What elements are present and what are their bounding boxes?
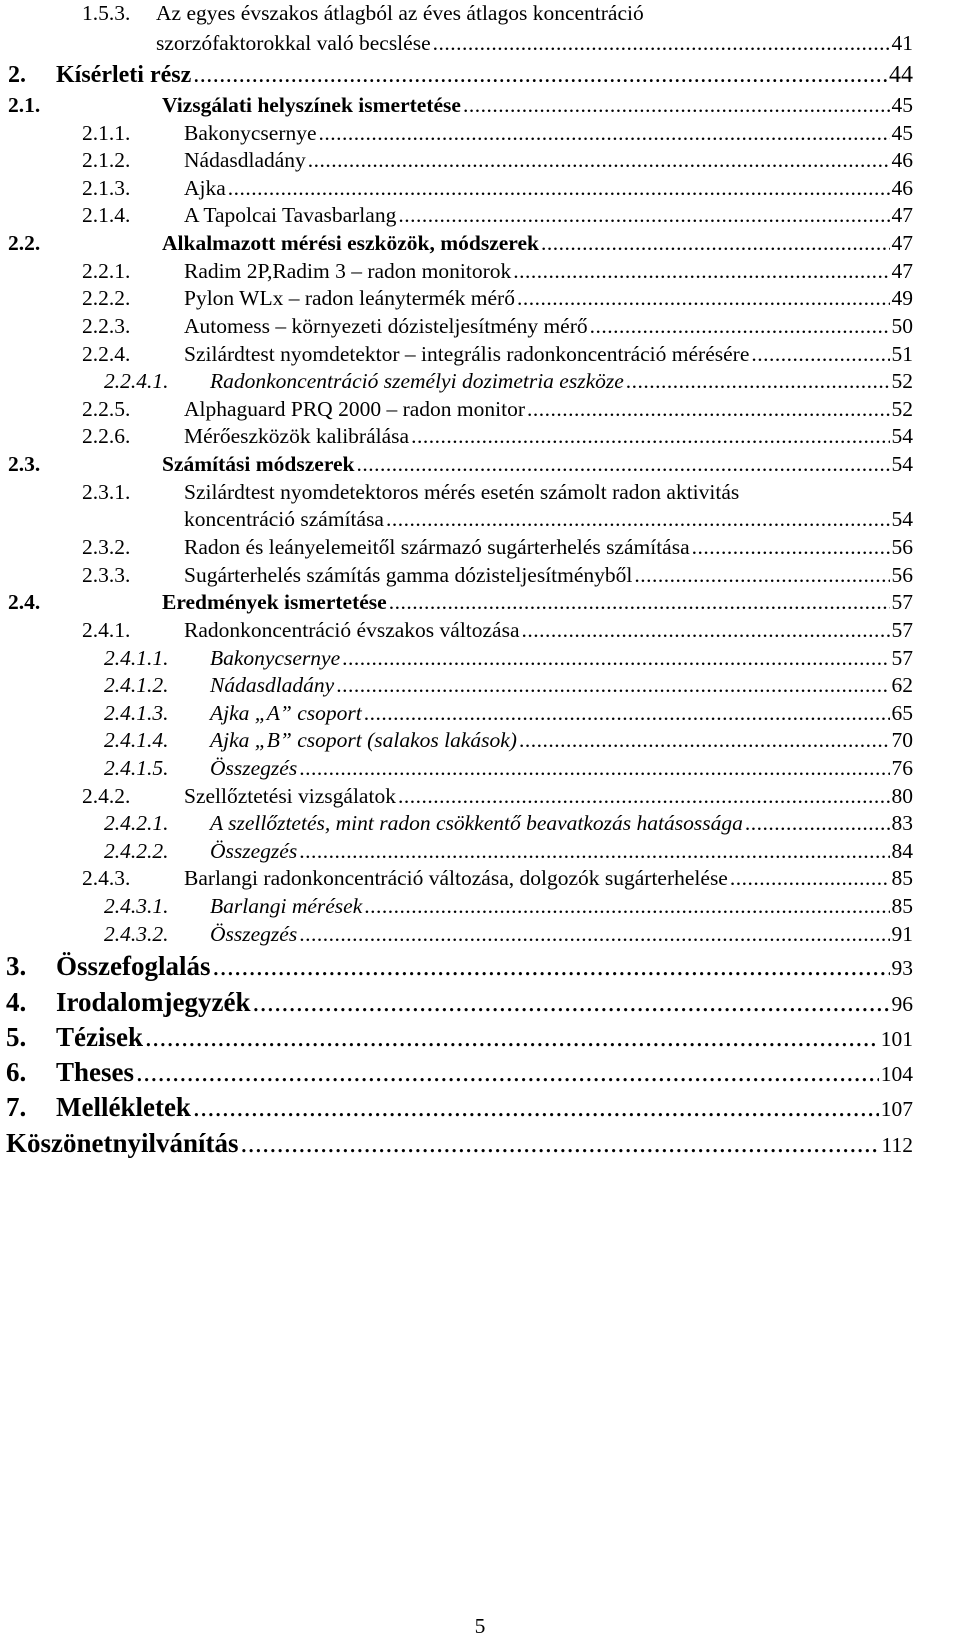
toc-entry[interactable]: [8, 451, 913, 478]
toc-entry[interactable]: [104, 893, 913, 920]
toc-entry-title: Radonkoncentráció személyi dozimetria eszköze: [210, 369, 624, 393]
toc-entry-page: 46: [891, 148, 913, 172]
toc-entry-number: 2.1.: [8, 93, 41, 117]
toc-entry-page: 91: [891, 922, 913, 946]
toc-entry-title: Összegzés: [210, 922, 298, 946]
toc-entry-page: 70: [891, 728, 913, 752]
toc-dot-leader: [308, 147, 890, 174]
toc-entry[interactable]: [104, 921, 913, 948]
toc-entry[interactable]: [82, 423, 913, 450]
toc-entry-page: 47: [891, 203, 913, 227]
toc-entry-title: Radon és leányelemeitől származó sugárterhelés számítása: [184, 535, 690, 559]
toc-entry[interactable]: [6, 1021, 913, 1055]
toc-dot-leader: [517, 285, 890, 312]
toc-dot-leader: [634, 562, 889, 589]
toc-entry-title: Szellőztetési vizsgálatok: [184, 784, 396, 808]
toc-entry-number: 2.4.1.4.: [104, 728, 169, 752]
toc-entry[interactable]: [82, 562, 913, 589]
toc-entry-title: Kísérleti rész: [56, 62, 192, 88]
toc-entry-number: 2.1.1.: [82, 121, 131, 145]
toc-entry-page: 51: [891, 342, 913, 366]
toc-entry-number: 2.3.1.: [82, 480, 131, 504]
toc-entry-title: szorzófaktorokkal való becslése: [156, 31, 431, 55]
toc-entry-number: 2.4.1.2.: [104, 673, 169, 697]
toc-entry[interactable]: [156, 30, 913, 57]
toc-entry-title: Mellékletek: [56, 1092, 191, 1122]
toc-entry[interactable]: [104, 368, 913, 395]
toc-entry-number: 2.4.1.1.: [104, 646, 169, 670]
toc-entry-title: Szilárdtest nyomdetektor – integrális radonkoncentráció mérésére: [184, 342, 750, 366]
toc-entry[interactable]: [82, 783, 913, 810]
toc-entry-title: Theses: [56, 1057, 135, 1087]
toc-entry-number: 2.1.4.: [82, 203, 131, 227]
toc-dot-leader: [433, 30, 890, 57]
toc-entry-title: Az egyes évszakos átlagból az éves átlagos koncentráció: [156, 1, 644, 25]
toc-entry-number: 4.: [6, 987, 27, 1017]
toc-entry-number: 2.2.3.: [82, 314, 131, 338]
toc-entry[interactable]: [104, 700, 913, 727]
toc-entry-number: 2.4.3.: [82, 866, 131, 890]
toc-entry[interactable]: [82, 202, 913, 229]
toc-entry-page: 56: [891, 535, 913, 559]
toc-dot-leader: [319, 120, 890, 147]
toc-entry-number: 2.2.4.: [82, 342, 131, 366]
toc-dot-leader: [342, 645, 889, 672]
toc-entry-page: 85: [891, 894, 913, 918]
toc-entry-page: 47: [891, 231, 913, 255]
toc-entry-title: Szilárdtest nyomdetektoros mérés esetén számolt radon aktivitás: [184, 480, 740, 504]
toc-dot-leader: [386, 506, 890, 533]
toc-entry-title: Barlangi mérések: [210, 894, 363, 918]
toc-entry[interactable]: [6, 986, 913, 1020]
toc-dot-leader: [299, 921, 889, 948]
toc-entry-number: 2.3.: [8, 452, 41, 476]
toc-dot-leader: [241, 1127, 880, 1159]
toc-entry-number: 2.4.2.1.: [104, 811, 169, 835]
toc-entry-number: 2.3.2.: [82, 535, 131, 559]
toc-entry-page: 112: [881, 1133, 913, 1157]
toc-entry-number: 2.3.3.: [82, 563, 131, 587]
toc-entry-title: Nádasdladány: [184, 148, 306, 172]
toc-entry[interactable]: [6, 950, 913, 984]
toc-entry[interactable]: [82, 258, 913, 285]
toc-dot-leader: [389, 589, 890, 616]
toc-entry[interactable]: [82, 534, 913, 561]
toc-entry-title: Radonkoncentráció évszakos változása: [184, 618, 520, 642]
toc-entry[interactable]: [82, 396, 913, 423]
toc-entry-title: Összegzés: [210, 839, 298, 863]
toc-entry[interactable]: [8, 92, 913, 119]
toc-entry[interactable]: [82, 479, 913, 506]
toc-entry-number: 2.2.1.: [82, 259, 131, 283]
toc-entry-number: 1.5.3.: [82, 1, 131, 25]
toc-entry[interactable]: [6, 1056, 913, 1090]
toc-entry-title: Pylon WLx – radon leánytermék mérő: [184, 286, 515, 310]
toc-entry-page: 46: [891, 176, 913, 200]
toc-entry-page: 52: [891, 369, 913, 393]
toc-entry-title: A szellőztetés, mint radon csökkentő beavatkozás hatásossága: [210, 811, 743, 835]
toc-dot-leader: [411, 423, 889, 450]
toc-entry-number: 2.: [8, 62, 26, 88]
toc-entry-page: 54: [891, 424, 913, 448]
toc-entry-page: 44: [889, 62, 913, 88]
toc-entry-number: 5.: [6, 1022, 27, 1052]
toc-entry-page: 101: [880, 1027, 913, 1051]
toc-entry-page: 49: [891, 286, 913, 310]
toc-entry[interactable]: [8, 589, 913, 616]
toc-entry-number: 2.4.3.1.: [104, 894, 169, 918]
toc-entry-number: 2.2.: [8, 231, 41, 255]
toc-entry-title: Sugárterhelés számítás gamma dózisteljesítményből: [184, 563, 633, 587]
toc-entry[interactable]: [8, 230, 913, 257]
toc-entry-title: Radim 2P,Radim 3 – radon monitorok: [184, 259, 512, 283]
toc-dot-leader: [213, 950, 890, 982]
toc-entry-page: 50: [891, 314, 913, 338]
toc-entry-title: A Tapolcai Tavasbarlang: [184, 203, 397, 227]
page-number: 5: [474, 1614, 486, 1638]
toc-entry-page: 62: [891, 673, 913, 697]
toc-dot-leader: [527, 396, 890, 423]
toc-entry-title: Irodalomjegyzék: [56, 987, 251, 1017]
toc-entry[interactable]: [82, 120, 913, 147]
toc-dot-leader: [626, 368, 890, 395]
toc-entry-number: 2.4.1.3.: [104, 701, 169, 725]
toc-dot-leader: [299, 838, 889, 865]
toc-dot-leader: [519, 727, 890, 754]
toc-dot-leader: [398, 783, 890, 810]
toc-entry-number: 2.1.2.: [82, 148, 131, 172]
toc-entry[interactable]: [104, 755, 913, 782]
toc-dot-leader: [136, 1056, 879, 1088]
toc-entry-page: 45: [891, 121, 913, 145]
toc-entry[interactable]: [82, 285, 913, 312]
toc-dot-leader: [193, 1091, 879, 1123]
toc-entry-number: 2.4.2.: [82, 784, 131, 808]
toc-entry-number: 2.2.4.1.: [104, 369, 169, 393]
toc-entry-title: Barlangi radonkoncentráció változása, dolgozók sugárterhelése: [184, 866, 728, 890]
toc-entry-title: Bakonycsernye: [184, 121, 317, 145]
toc-entry-title: Alkalmazott mérési eszközök, módszerek: [162, 231, 539, 255]
toc-entry-number: 6.: [6, 1057, 27, 1087]
toc-entry-page: 57: [891, 590, 913, 614]
toc-entry-number: 2.1.3.: [82, 176, 131, 200]
toc-entry[interactable]: [104, 672, 913, 699]
toc-entry[interactable]: [104, 727, 913, 754]
toc-dot-leader: [364, 700, 890, 727]
toc-entry[interactable]: [6, 1127, 913, 1161]
toc-entry-page: 65: [891, 701, 913, 725]
toc-entry-title: Számítási módszerek: [162, 452, 355, 476]
toc-entry-page: 80: [891, 784, 913, 808]
toc-dot-leader: [145, 1021, 879, 1053]
toc-dot-leader: [228, 175, 890, 202]
toc-entry-page: 93: [891, 956, 913, 980]
toc-entry-number: 2.2.2.: [82, 286, 131, 310]
toc-dot-leader: [730, 865, 890, 892]
toc-entry-number: 2.2.5.: [82, 397, 131, 421]
toc-entry-title: Alphaguard PRQ 2000 – radon monitor: [184, 397, 525, 421]
toc-dot-leader: [299, 755, 889, 782]
toc-entry[interactable]: [82, 617, 913, 644]
toc-entry-page: 83: [891, 811, 913, 835]
toc-entry-title: Vizsgálati helyszínek ismertetése: [162, 93, 461, 117]
toc-entry-page: 85: [891, 866, 913, 890]
toc-entry[interactable]: [82, 313, 913, 340]
toc-entry[interactable]: [82, 865, 913, 892]
toc-entry[interactable]: [104, 810, 913, 837]
toc-entry-page: 57: [891, 618, 913, 642]
toc-entry-page: 104: [880, 1062, 913, 1086]
toc-entry-page: 56: [891, 563, 913, 587]
toc-entry-page: 47: [891, 259, 913, 283]
toc-dot-leader: [541, 230, 890, 257]
toc-dot-leader: [751, 341, 889, 368]
toc-dot-leader: [336, 672, 889, 699]
toc-entry-title: Nádasdladány: [210, 673, 335, 697]
toc-dot-leader: [513, 258, 889, 285]
toc-entry-page: 76: [891, 756, 913, 780]
toc-entry-page: 45: [891, 93, 913, 117]
toc-entry-page: 54: [891, 452, 913, 476]
toc-entry-number: 2.4.2.2.: [104, 839, 169, 863]
toc-entry-title: Automess – környezeti dózisteljesítmény mérő: [184, 314, 588, 338]
toc-entry[interactable]: [8, 62, 913, 89]
toc-dot-leader: [590, 313, 890, 340]
toc-entry-number: 3.: [6, 951, 27, 981]
toc-dot-leader: [193, 62, 887, 89]
toc-entry[interactable]: [104, 838, 913, 865]
toc-entry[interactable]: [184, 506, 913, 533]
toc-entry-page: 107: [880, 1097, 913, 1121]
toc-entry-title: Ajka „B” csoport (salakos lakások): [210, 728, 517, 752]
toc-entry[interactable]: [82, 147, 913, 174]
toc-entry-number: 2.4.1.5.: [104, 756, 169, 780]
toc-entry-page: 54: [891, 507, 913, 531]
toc-entry-number: 7.: [6, 1092, 27, 1122]
toc-entry-title: Ajka „A” csoport: [210, 701, 362, 725]
toc-dot-leader: [692, 534, 890, 561]
toc-entry-title: Tézisek: [56, 1022, 143, 1052]
toc-entry[interactable]: [82, 0, 913, 27]
toc-dot-leader: [356, 451, 889, 478]
toc-entry-title: Mérőeszközök kalibrálása: [184, 424, 410, 448]
toc-entry[interactable]: [104, 645, 913, 672]
toc-entry[interactable]: [82, 175, 913, 202]
toc-entry-page: 84: [891, 839, 913, 863]
toc-dot-leader: [463, 92, 890, 119]
toc-entry-page: 52: [891, 397, 913, 421]
toc-entry-number: 2.2.6.: [82, 424, 131, 448]
toc-entry-page: 57: [891, 646, 913, 670]
toc-entry-title: Eredmények ismertetése: [162, 590, 387, 614]
toc-entry-title: Ajka: [184, 176, 226, 200]
toc-dot-leader: [522, 617, 890, 644]
toc-entry[interactable]: [6, 1091, 913, 1125]
toc-dot-leader: [745, 810, 890, 837]
toc-dot-leader: [252, 986, 889, 1018]
toc-entry-title: koncentráció számítása: [184, 507, 384, 531]
toc-entry-page: 41: [891, 31, 913, 55]
toc-entry[interactable]: [82, 341, 913, 368]
toc-dot-leader: [364, 893, 889, 920]
toc-entry-title: Bakonycsernye: [210, 646, 341, 670]
toc-entry-title: Összegzés: [210, 756, 298, 780]
toc-entry-page: 96: [891, 992, 913, 1016]
toc-entry-title: Összefoglalás: [56, 951, 211, 981]
toc-entry-title: Köszönetnyilvánítás: [6, 1128, 239, 1158]
toc-entry-number: 2.4.3.2.: [104, 922, 169, 946]
toc-entry-number: 2.4.1.: [82, 618, 131, 642]
toc-dot-leader: [398, 202, 889, 229]
toc-entry-number: 2.4.: [8, 590, 41, 614]
